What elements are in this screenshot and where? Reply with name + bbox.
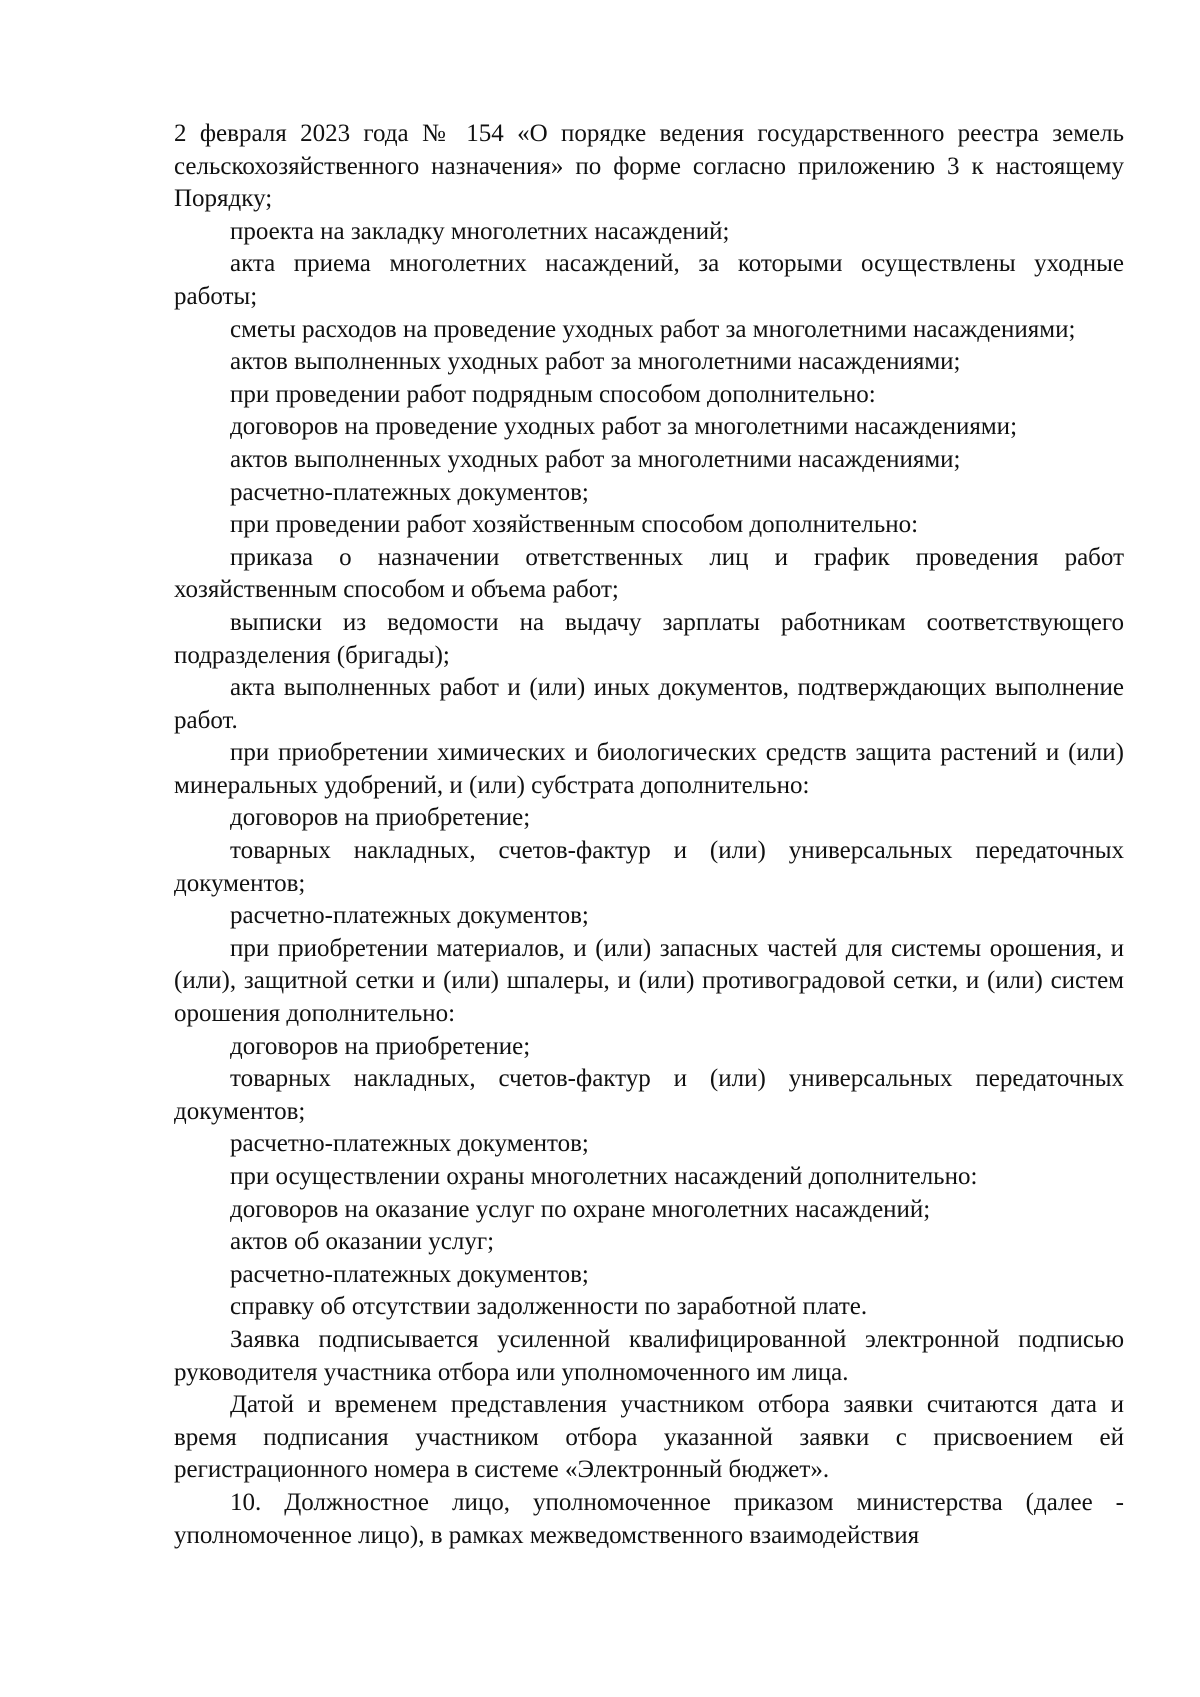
paragraph-6: при проведении работ подрядным способом дополнительно:: [230, 380, 876, 408]
paragraph-25: расчетно-платежных документов;: [230, 1260, 589, 1288]
paragraph-19: договоров на приобретение;: [230, 1032, 531, 1060]
paragraph-1: 2 февраля 2023 года № 154 «О порядке ведения государственного реестра земель сельскохозяйственного назначения» по форме согласно приложению 3 к настоящему Порядку;: [174, 120, 1124, 213]
paragraph-17: расчетно-платежных документов;: [230, 902, 589, 930]
paragraph-28: Датой и временем представления участником отбора заявки считаются дата и время подписания участником отбора указанной заявки с присвоением ей регистрационного номера в системе «Электронный бюджет».: [174, 1391, 1124, 1484]
paragraph-21: расчетно-платежных документов;: [230, 1130, 589, 1158]
paragraph-18: при приобретении материалов, и (или) запасных частей для системы орошения, и (или), защитной сетки и (или) шпалеры, и (или) противоградовой сетки, и (или) систем орошения дополнительно:: [174, 934, 1124, 1028]
paragraph-22: при осуществлении охраны многолетних насаждений дополнительно:: [230, 1163, 978, 1190]
paragraph-7: договоров на проведение уходных работ за многолетними насаждениями;: [230, 413, 1018, 441]
paragraph-15: договоров на приобретение;: [230, 804, 531, 832]
paragraph-16: товарных накладных, счетов-фактур и (или) универсальных передаточных документов;: [174, 837, 1124, 897]
paragraph-23: договоров на оказание услуг по охране многолетних насаждений;: [230, 1195, 931, 1223]
paragraph-13: акта выполненных работ и (или) иных документов, подтверждающих выполнение работ.: [174, 674, 1124, 734]
paragraph-29: 10. Должностное лицо, уполномоченное приказом министерства (далее - уполномоченное лицо), в рамках межведомственного взаимодействия: [174, 1488, 1124, 1549]
paragraph-14: при приобретении химических и биологических средств защита растений и (или) минеральных удобрений, и (или) субстрата дополнительно:: [174, 739, 1124, 799]
paragraph-24: актов об оказании услуг;: [230, 1228, 495, 1256]
paragraph-3: акта приема многолетних насаждений, за которыми осуществлены уходные работы;: [174, 250, 1124, 310]
paragraph-27: Заявка подписывается усиленной квалифицированной электронной подписью руководителя участника отбора или уполномоченного им лица.: [174, 1325, 1124, 1386]
paragraph-5: актов выполненных уходных работ за многолетними насаждениями;: [230, 348, 961, 376]
paragraph-8: актов выполненных уходных работ за многолетними насаждениями;: [230, 445, 961, 473]
paragraph-20: товарных накладных, счетов-фактур и (или) универсальных передаточных документов;: [174, 1065, 1124, 1125]
paragraph-26: справку об отсутствии задолженности по заработной плате.: [230, 1293, 868, 1321]
paragraph-11: приказа о назначении ответственных лиц и график проведения работ хозяйственным способом и объема работ;: [174, 543, 1124, 604]
paragraph-10: при проведении работ хозяйственным способом дополнительно:: [230, 511, 919, 539]
document-page: [174, 118, 1124, 1552]
paragraph-2: проекта на закладку многолетних насаждений;: [230, 217, 730, 245]
paragraph-9: расчетно-платежных документов;: [230, 478, 589, 506]
paragraph-4: сметы расходов на проведение уходных работ за многолетними насаждениями;: [230, 315, 1076, 343]
paragraph-12: выписки из ведомости на выдачу зарплаты работникам соответствующего подразделения (бригады);: [174, 608, 1124, 669]
